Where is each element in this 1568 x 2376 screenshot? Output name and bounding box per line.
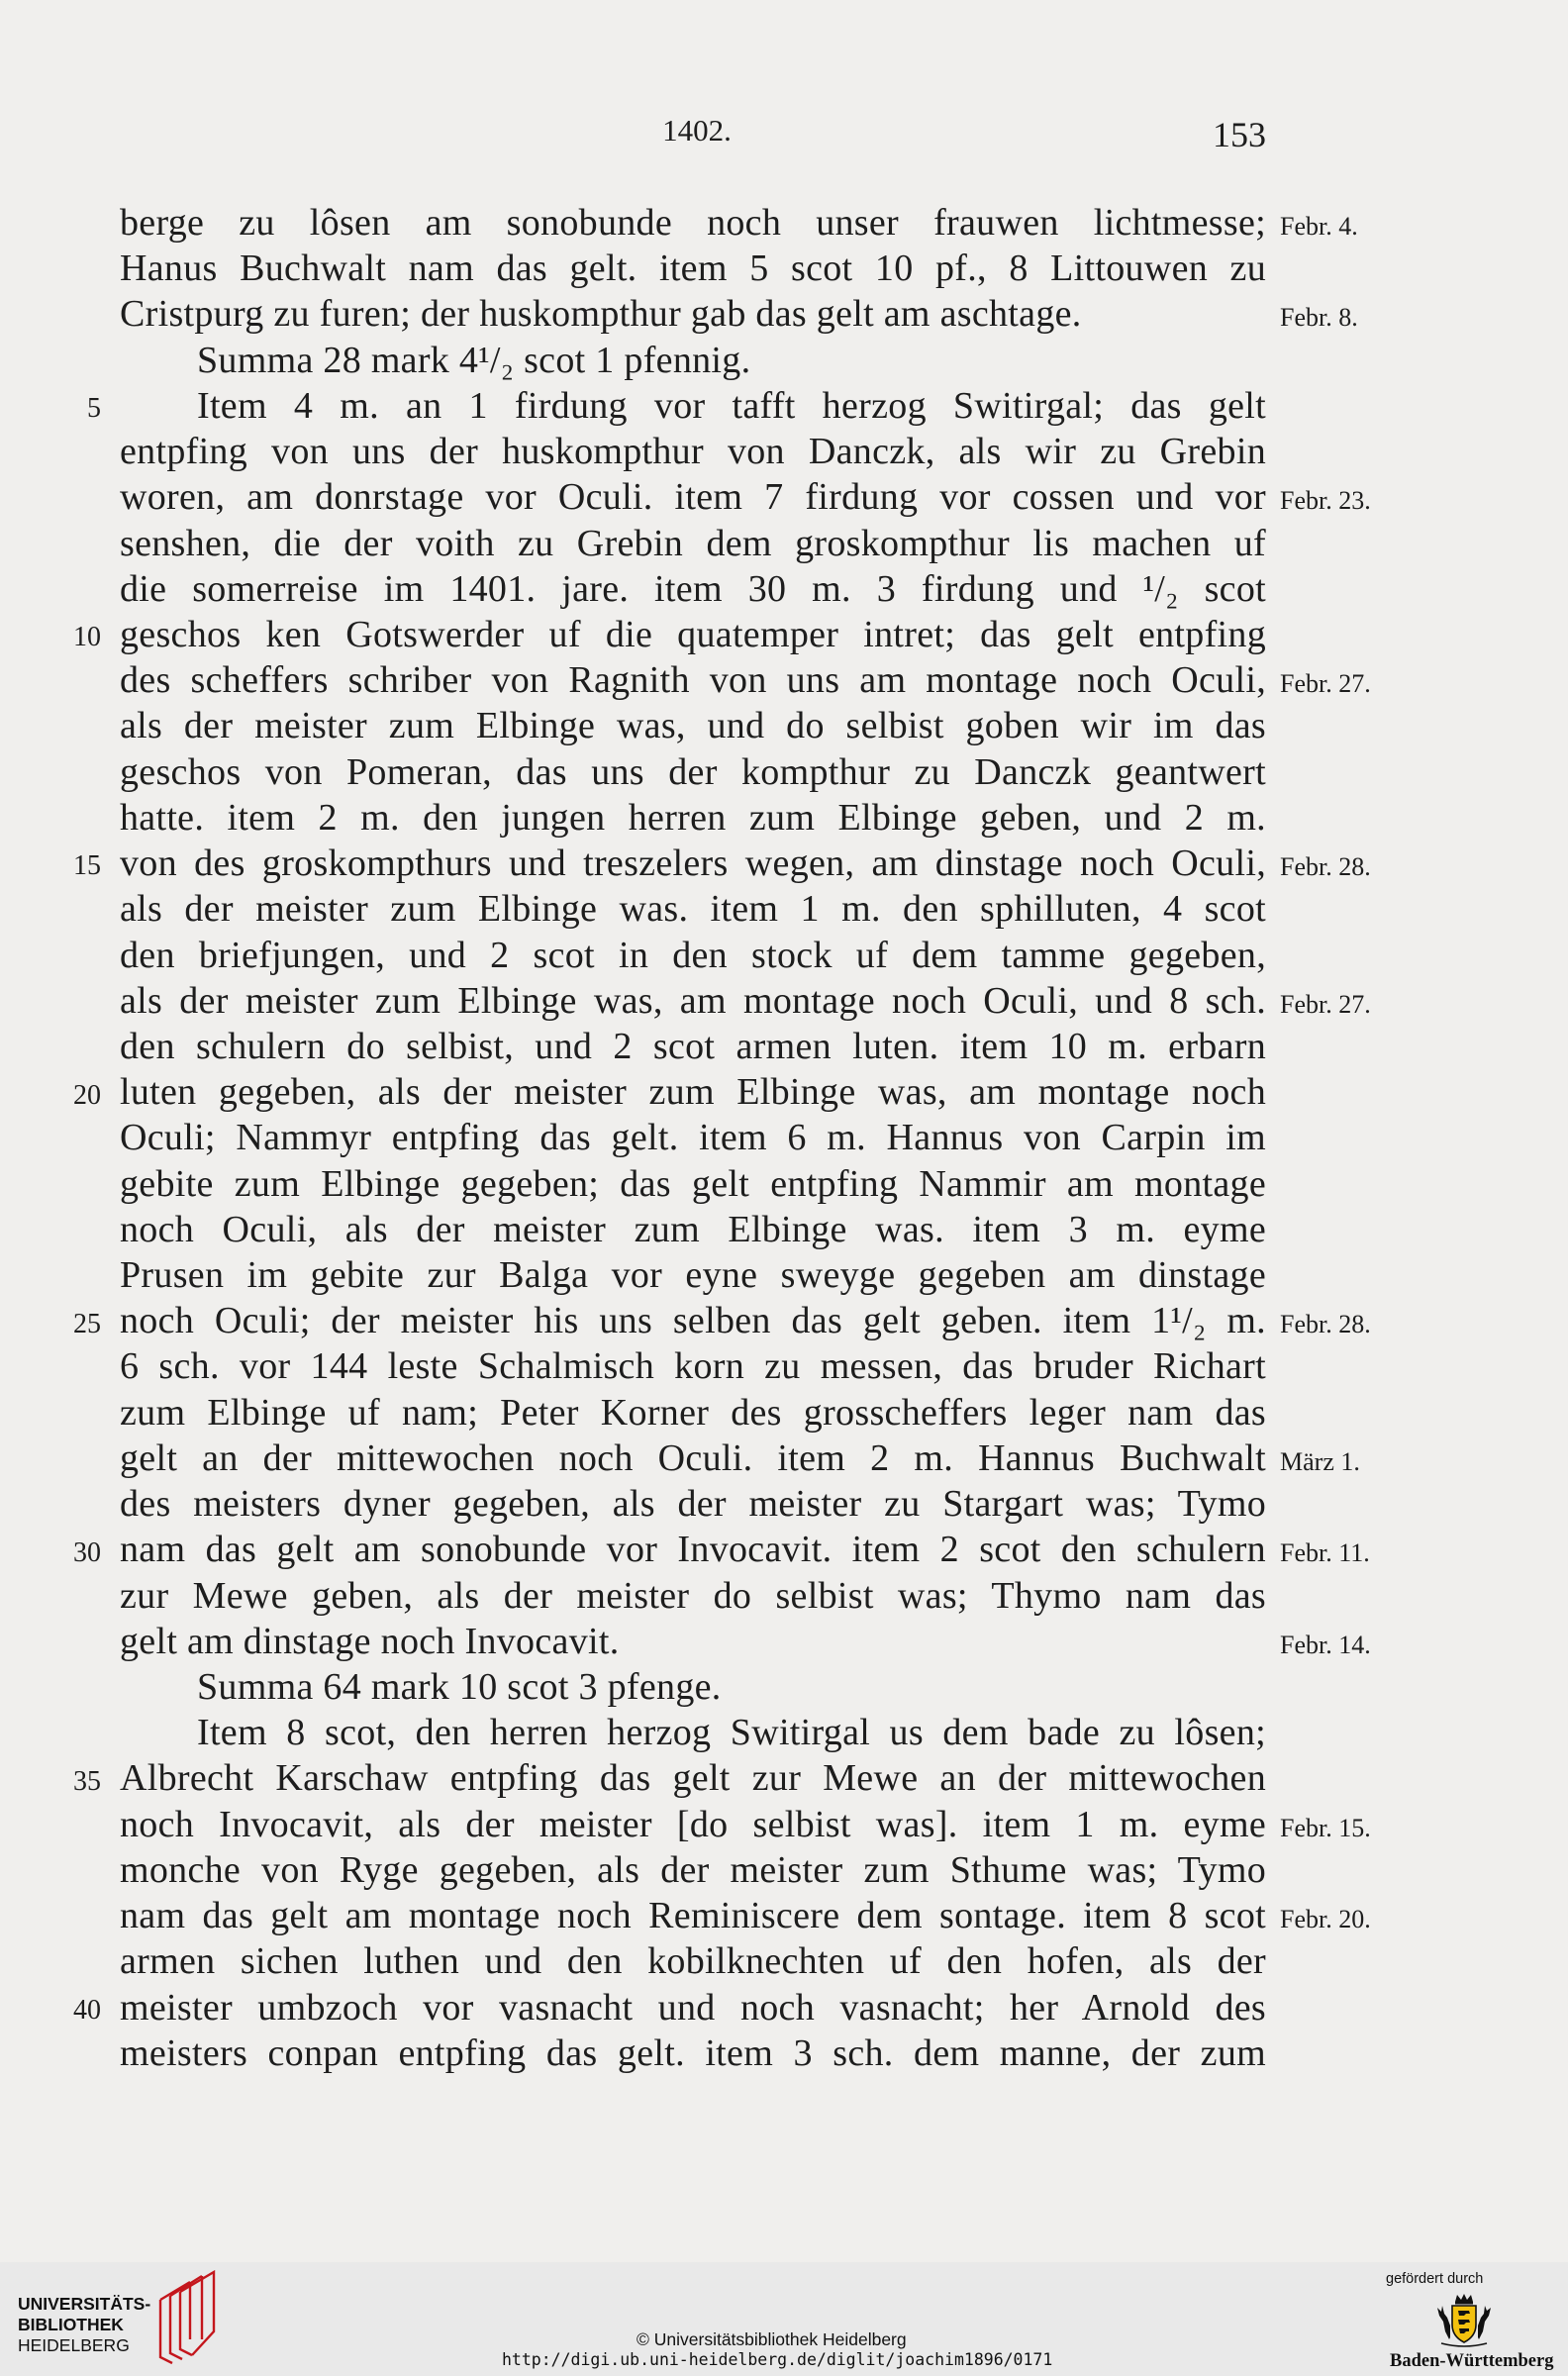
line-text: 6 sch. vor 144 leste Schalmisch korn zu messen, das bruder Richart <box>120 1345 1266 1388</box>
margin-date: Febr. 28. <box>1280 1310 1371 1339</box>
line-text: zum Elbinge uf nam; Peter Korner des grosscheffers leger nam das <box>120 1391 1266 1434</box>
line-text: als der meister zum Elbinge was. item 1 m. den sphilluten, 4 scot <box>120 888 1266 931</box>
line-text: des meisters dyner gegeben, als der meister zu Stargart was; Tymo <box>120 1483 1266 1526</box>
library-name-line: UNIVERSITÄTS- <box>18 2294 151 2314</box>
text-line <box>73 1985 1266 2030</box>
library-name <box>18 2294 150 2356</box>
margin-date: Febr. 14. <box>1280 1630 1371 1659</box>
line-text: die somerreise im 1401. jare. item 30 m. 3 firdung und ¹/₂ scot <box>120 567 1266 610</box>
line-text: armen sichen luthen und den kobilknechten uf den hofen, als der <box>120 1940 1266 1983</box>
margin-date: Febr. 8. <box>1280 303 1358 333</box>
permalink-url: http://digi.ub.uni-heidelberg.de/diglit/joachim1896/0171 <box>502 2350 1053 2369</box>
line-text: gelt an der mittewochen noch Oculi. item 2 m. Hannus Buchwalt <box>120 1436 1266 1479</box>
line-text: von des groskompthurs und treszelers wegen, am dinstage noch Oculi, <box>120 842 1266 885</box>
text-line <box>120 1390 1266 1436</box>
line-text: noch Oculi, als der meister zum Elbinge was. item 3 m. eyme <box>120 1208 1266 1250</box>
text-line <box>120 474 1371 520</box>
copyright-notice: © Universitätsbibliothek Heidelberg <box>637 2329 907 2349</box>
margin-date: Febr. 27. <box>1280 669 1371 699</box>
line-number: 15 <box>73 850 101 882</box>
text-line <box>73 841 1371 886</box>
line-number: 20 <box>73 1079 101 1111</box>
page-number: 153 <box>1213 115 1266 154</box>
line-text: Oculi; Nammyr entpfing das gelt. item 6 m. Hannus von Carpin im <box>120 1117 1266 1159</box>
margin-date: März 1. <box>1280 1446 1360 1476</box>
running-head-year: 1402. <box>662 113 732 148</box>
line-text: berge zu lôsen am sonobunde noch unser frauwen lichtmesse; <box>120 202 1266 244</box>
margin-date: Febr. 28. <box>1280 852 1371 882</box>
text-line <box>120 521 1266 566</box>
line-text: des scheffers schriber von Ragnith von uns am montage noch Oculi, <box>120 659 1266 702</box>
line-text: meister umbzoch vor vasnacht und noch vasnacht; her Arnold des <box>120 1986 1266 2029</box>
line-text: senshen, die der voith zu Grebin dem groskompthur lis machen uf <box>120 522 1266 564</box>
line-text: geschos von Pomeran, das uns der kompthur zu Danczk geantwert <box>120 750 1266 793</box>
line-text: den briefjungen, und 2 scot in den stock uf dem tamme gegeben, <box>120 934 1266 976</box>
text-line <box>120 1802 1371 1847</box>
text-line <box>120 1115 1266 1160</box>
text-line <box>120 1664 1266 1710</box>
line-text: woren, am donrstage vor Oculi. item 7 firdung vor cossen und vor <box>120 476 1266 519</box>
margin-date: Febr. 4. <box>1280 212 1358 241</box>
library-name-line: BIBLIOTHEK <box>18 2315 124 2334</box>
text-line <box>120 1847 1266 1893</box>
line-text: als der meister zum Elbinge was, und do selbist goben wir im das <box>120 705 1266 747</box>
text-line <box>120 338 1266 383</box>
text-line <box>73 1298 1371 1343</box>
text-line <box>120 703 1266 748</box>
text-line <box>120 246 1266 291</box>
text-line <box>120 1573 1266 1619</box>
text-line <box>120 200 1358 246</box>
text-line <box>73 1755 1266 1801</box>
line-text: Summa 64 mark 10 scot 3 pfenge. <box>197 1666 722 1708</box>
text-line <box>120 1436 1360 1481</box>
digitization-footer <box>0 2262 1568 2376</box>
line-text: hatte. item 2 m. den jungen herren zum Elbinge geben, und 2 m. <box>120 796 1266 839</box>
line-text: noch Invocavit, als der meister [do selbist was]. item 1 m. eyme <box>120 1803 1266 1845</box>
text-line <box>120 657 1371 703</box>
margin-date: Febr. 15. <box>1280 1813 1371 1842</box>
text-line <box>120 933 1266 978</box>
line-number: 40 <box>73 1994 101 2026</box>
text-line <box>120 566 1266 612</box>
text-line <box>120 978 1371 1024</box>
line-text: Item 8 scot, den herren herzog Switirgal us dem bade zu lôsen; <box>197 1712 1266 1754</box>
text-line <box>120 886 1266 932</box>
line-number: 5 <box>87 393 101 425</box>
text-line <box>73 612 1266 657</box>
text-line <box>120 1893 1371 1938</box>
line-text: gebite zum Elbinge gegeben; das gelt entpfing Nammir am montage <box>120 1162 1266 1205</box>
text-line <box>73 1069 1266 1115</box>
margin-date: Febr. 20. <box>1280 1905 1371 1934</box>
line-text: Albrecht Karschaw entpfing das gelt zur Mewe an der mittewochen <box>120 1757 1266 1800</box>
line-text: geschos ken Gotswerder uf die quatemper intret; das gelt entpfing <box>120 613 1266 655</box>
text-line <box>120 1938 1266 1984</box>
text-line <box>120 1481 1266 1527</box>
line-text: nam das gelt am sonobunde vor Invocavit. item 2 scot den schulern <box>120 1529 1266 1571</box>
line-text: Prusen im gebite zur Balga vor eyne sweyge gegeben am dinstage <box>120 1254 1266 1297</box>
line-text: den schulern do selbist, und 2 scot armen luten. item 10 m. erbarn <box>120 1025 1266 1067</box>
text-line <box>120 749 1266 795</box>
line-text: meisters conpan entpfing das gelt. item 3 sch. dem manne, der zum <box>120 2031 1266 2074</box>
line-text: Summa 28 mark 4¹/₂ scot 1 pfennig. <box>197 339 751 381</box>
text-line <box>120 429 1266 474</box>
line-text: monche von Ryge gegeben, als der meister zum Sthume was; Tymo <box>120 1848 1266 1891</box>
sponsor-name: Baden-Württemberg <box>1390 2351 1554 2371</box>
line-text: Cristpurg zu furen; der huskompthur gab das gelt am aschtage. <box>120 293 1082 336</box>
text-line <box>120 795 1266 841</box>
line-text: als der meister zum Elbinge was, am montage noch Oculi, und 8 sch. <box>120 979 1266 1022</box>
text-line <box>120 1024 1266 1069</box>
text-line <box>120 2030 1266 2076</box>
ub-heidelberg-logo-icon <box>156 2270 218 2365</box>
sponsor-label: gefördert durch <box>1386 2271 1484 2287</box>
text-line <box>120 291 1358 337</box>
text-line <box>120 1710 1266 1755</box>
line-number: 30 <box>73 1536 101 1568</box>
text-line <box>120 1343 1266 1389</box>
margin-date: Febr. 27. <box>1280 989 1371 1019</box>
line-text: Item 4 m. an 1 firdung vor tafft herzog Switirgal; das gelt <box>197 384 1266 427</box>
line-text: luten gegeben, als der meister zum Elbinge was, am montage noch <box>120 1071 1266 1114</box>
text-line <box>120 1619 1371 1664</box>
line-text: gelt am dinstage noch Invocavit. <box>120 1620 620 1662</box>
baden-wuerttemberg-coat-of-arms-icon <box>1431 2292 1497 2349</box>
line-number: 10 <box>73 622 101 653</box>
line-text: entpfing von uns der huskompthur von Danczk, als wir zu Grebin <box>120 431 1266 473</box>
text-line <box>87 383 1266 429</box>
line-text: nam das gelt am montage noch Reminiscere dem sontage. item 8 scot <box>120 1895 1266 1937</box>
library-name-line: HEIDELBERG <box>18 2335 130 2355</box>
line-number: 25 <box>73 1308 101 1339</box>
text-line <box>120 1207 1266 1252</box>
line-text: zur Mewe geben, als der meister do selbist was; Thymo nam das <box>120 1574 1266 1617</box>
text-line <box>120 1161 1266 1207</box>
margin-date: Febr. 11. <box>1280 1538 1370 1568</box>
line-text: noch Oculi; der meister his uns selben das gelt geben. item 1¹/₂ m. <box>120 1300 1266 1342</box>
page-body-text <box>73 200 1371 2076</box>
text-line <box>120 1252 1266 1298</box>
line-text: Hanus Buchwalt nam das gelt. item 5 scot 10 pf., 8 Littouwen zu <box>120 248 1266 290</box>
text-line <box>73 1527 1370 1572</box>
margin-date: Febr. 23. <box>1280 486 1371 516</box>
line-number: 35 <box>73 1765 101 1797</box>
